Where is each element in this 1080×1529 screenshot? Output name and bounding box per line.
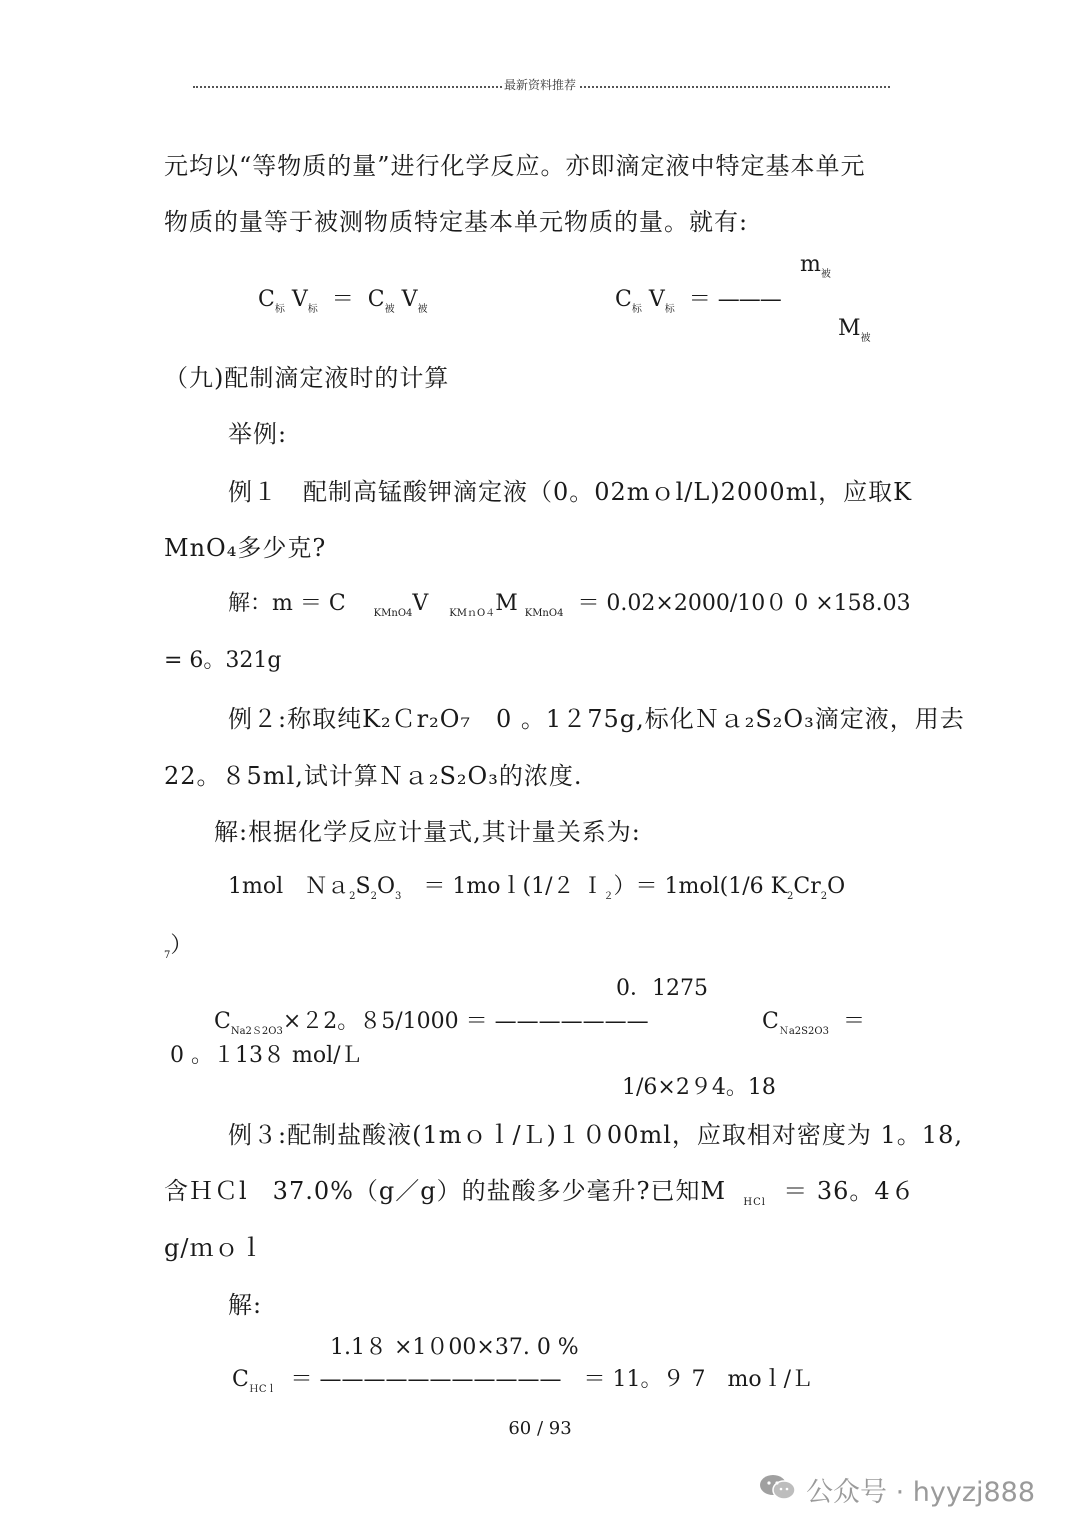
example-3-fraction-numerator: 1.1８ ×1０00×37. 0 %	[330, 1335, 579, 1360]
example-2-concentration-equation: $C_{Na2S2O3}\times 22$。８5/1000 ＝ ———————	[214, 1009, 649, 1037]
example-2-concentration-result: 0 。１13８ mol/Ｌ	[170, 1043, 363, 1068]
example-2-relation-tail: $_7$）	[164, 933, 193, 961]
header-title: 最新资料推荐	[503, 78, 576, 92]
formula-denominator-M: $M_被$	[838, 316, 871, 344]
example-2-fraction-denominator: 1/6×2９4。18	[622, 1075, 776, 1100]
example-3-solution-intro: 解:	[228, 1291, 263, 1319]
paragraph-line-2: 物质的量等于被测物质特定基本单元物质的量。就有:	[164, 208, 749, 236]
example-1-solution: 解：m ＝ C $_{KMnO4}$V $_{KMnO4}$M $_{KMnO4}$ ＝ 0.02×2000/10０ 0 ×158.03	[228, 591, 911, 619]
example-2-line-2: 22。８5ml,试计算Ｎａ₂S₂O₃的浓度.	[164, 762, 583, 790]
example-2-fraction-numerator: 0．1275	[616, 976, 708, 1001]
example-1-line-2: MnO₄多少克?	[164, 534, 327, 562]
example-3-line-2: 含ＨＣl 37.0%（g／g）的盐酸多少毫升?已知M $_{HCl}$ ＝ 36。4６	[164, 1177, 916, 1208]
example-2-relation: 1mol $Na_2S_2O_3$ ＝ 1moｌ(1/２ Ｉ$_2$）＝ 1mol(1/6 $K_2Cr_2O$	[228, 874, 846, 902]
examples-intro: 举例:	[228, 420, 288, 448]
formula-numerator-m: $m_被$	[800, 252, 831, 280]
formula-mass-ratio: $C_标$ $V_标$ ＝ ———	[615, 287, 781, 315]
example-3-line-3: g/ｍｏｌ	[164, 1234, 265, 1262]
example-2-solution-intro: 解:根据化学反应计量式,其计量关系为:	[214, 818, 641, 846]
example-3-line-1: 例３:配制盐酸液(1mｏｌ/Ｌ)１０00ml，应取相对密度为 1。18,	[228, 1121, 963, 1149]
example-2-line-1: 例２:称取纯K₂Ｃr₂O₇ 0 。1２75g,标化Ｎａ₂S₂O₃滴定液，用去	[228, 705, 965, 733]
wechat-icon	[758, 1472, 798, 1502]
example-1-result: = 6。321g	[164, 648, 282, 673]
watermark-account: 公众号 · hyyzj888	[806, 1477, 1036, 1508]
page-number: 60 / 93	[508, 1418, 572, 1439]
section-heading: （九)配制滴定液时的计算	[164, 364, 450, 392]
example-2-concentration-symbol: $C_{Na2S2O3}$ ＝	[762, 1009, 865, 1037]
formula-equivalence: $C_标$ $V_标 = C_被$ $V_被$	[258, 287, 428, 315]
example-1-line-1: 例１ 配制高锰酸钾滴定液（0。02mｏl/L)2000ml，应取K	[228, 478, 913, 506]
example-3-concentration-equation: $C_{HCl}$ ＝ ——————————— ＝ 11。９ 7 moｌ/Ｌ	[232, 1367, 813, 1395]
paragraph-line-1: 元均以“等物质的量”进行化学反应。亦即滴定液中特定基本单元	[164, 152, 866, 180]
